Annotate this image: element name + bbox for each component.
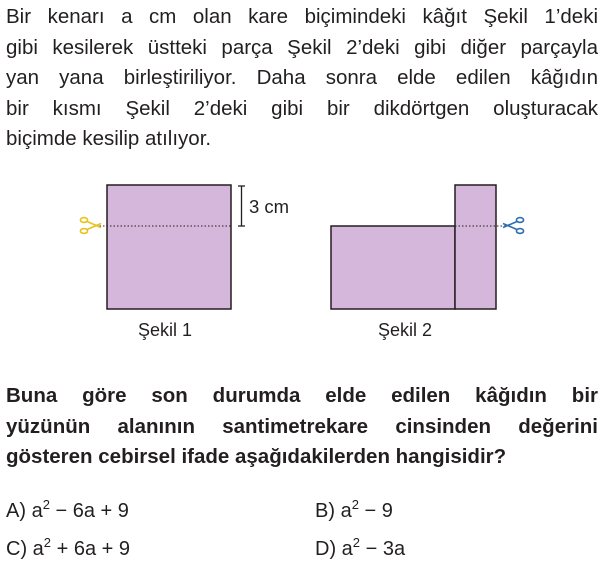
figure2-caption: Şekil 2 — [378, 320, 433, 340]
option-base: a — [31, 500, 43, 522]
option-rest: − 6a + 9 — [49, 500, 129, 522]
question-line: Buna göre son durumda elde edilen kâğıdın bir — [6, 384, 598, 407]
option-letter: B) — [315, 500, 335, 522]
option-letter: A) — [6, 500, 26, 522]
option-c[interactable] — [6, 535, 130, 561]
problem-line: biçimde kesilip atılıyor. — [6, 127, 212, 150]
figure-svg — [0, 170, 604, 350]
option-base: a — [32, 538, 44, 560]
figure1-caption: Şekil 1 — [138, 320, 193, 340]
option-base: a — [341, 538, 353, 560]
option-exponent: 2 — [43, 535, 52, 550]
option-exponent: 2 — [42, 497, 50, 512]
option-letter: C) — [6, 538, 28, 560]
dimension-bracket — [238, 186, 245, 226]
figure-area — [0, 170, 604, 350]
problem-text — [6, 2, 598, 155]
problem-line: gibi kesilerek üstteki parça Şekil 2’deki gibi diğer parçayla — [6, 35, 598, 59]
figure2-left-piece — [331, 226, 455, 309]
option-base: a — [340, 500, 352, 522]
figure2-right-piece — [455, 185, 496, 309]
option-rest: + 6a + 9 — [51, 538, 130, 560]
figure1-square — [107, 185, 231, 309]
option-letter: D) — [315, 538, 337, 560]
option-rest: − 9 — [358, 500, 393, 522]
scissors-icon — [80, 218, 101, 234]
option-exponent: 2 — [352, 535, 361, 550]
option-a[interactable] — [6, 497, 129, 523]
problem-line: bir kısmı Şekil 2’deki gibi bir dikdörtgen oluşturacak — [6, 96, 598, 120]
question-line: gösteren cebirsel ifade aşağıdakilerden hangisidir? — [6, 445, 507, 468]
question-line: yüzünün alanının santimetrekare cinsinden değerini — [6, 414, 598, 438]
option-rest: − 3a — [360, 538, 406, 560]
option-exponent: 2 — [351, 497, 359, 512]
dimension-label: 3 cm — [249, 196, 290, 217]
scissors-icon — [503, 218, 524, 234]
option-d[interactable] — [315, 535, 406, 561]
question-text — [6, 381, 598, 473]
problem-line: yan yana birleştiriliyor. Daha sonra elde edilen kâğıdın — [6, 66, 598, 89]
option-b[interactable] — [315, 497, 393, 523]
problem-line: Bir kenarı a cm olan kare biçimindeki kâğıt Şekil 1’deki — [6, 5, 598, 28]
